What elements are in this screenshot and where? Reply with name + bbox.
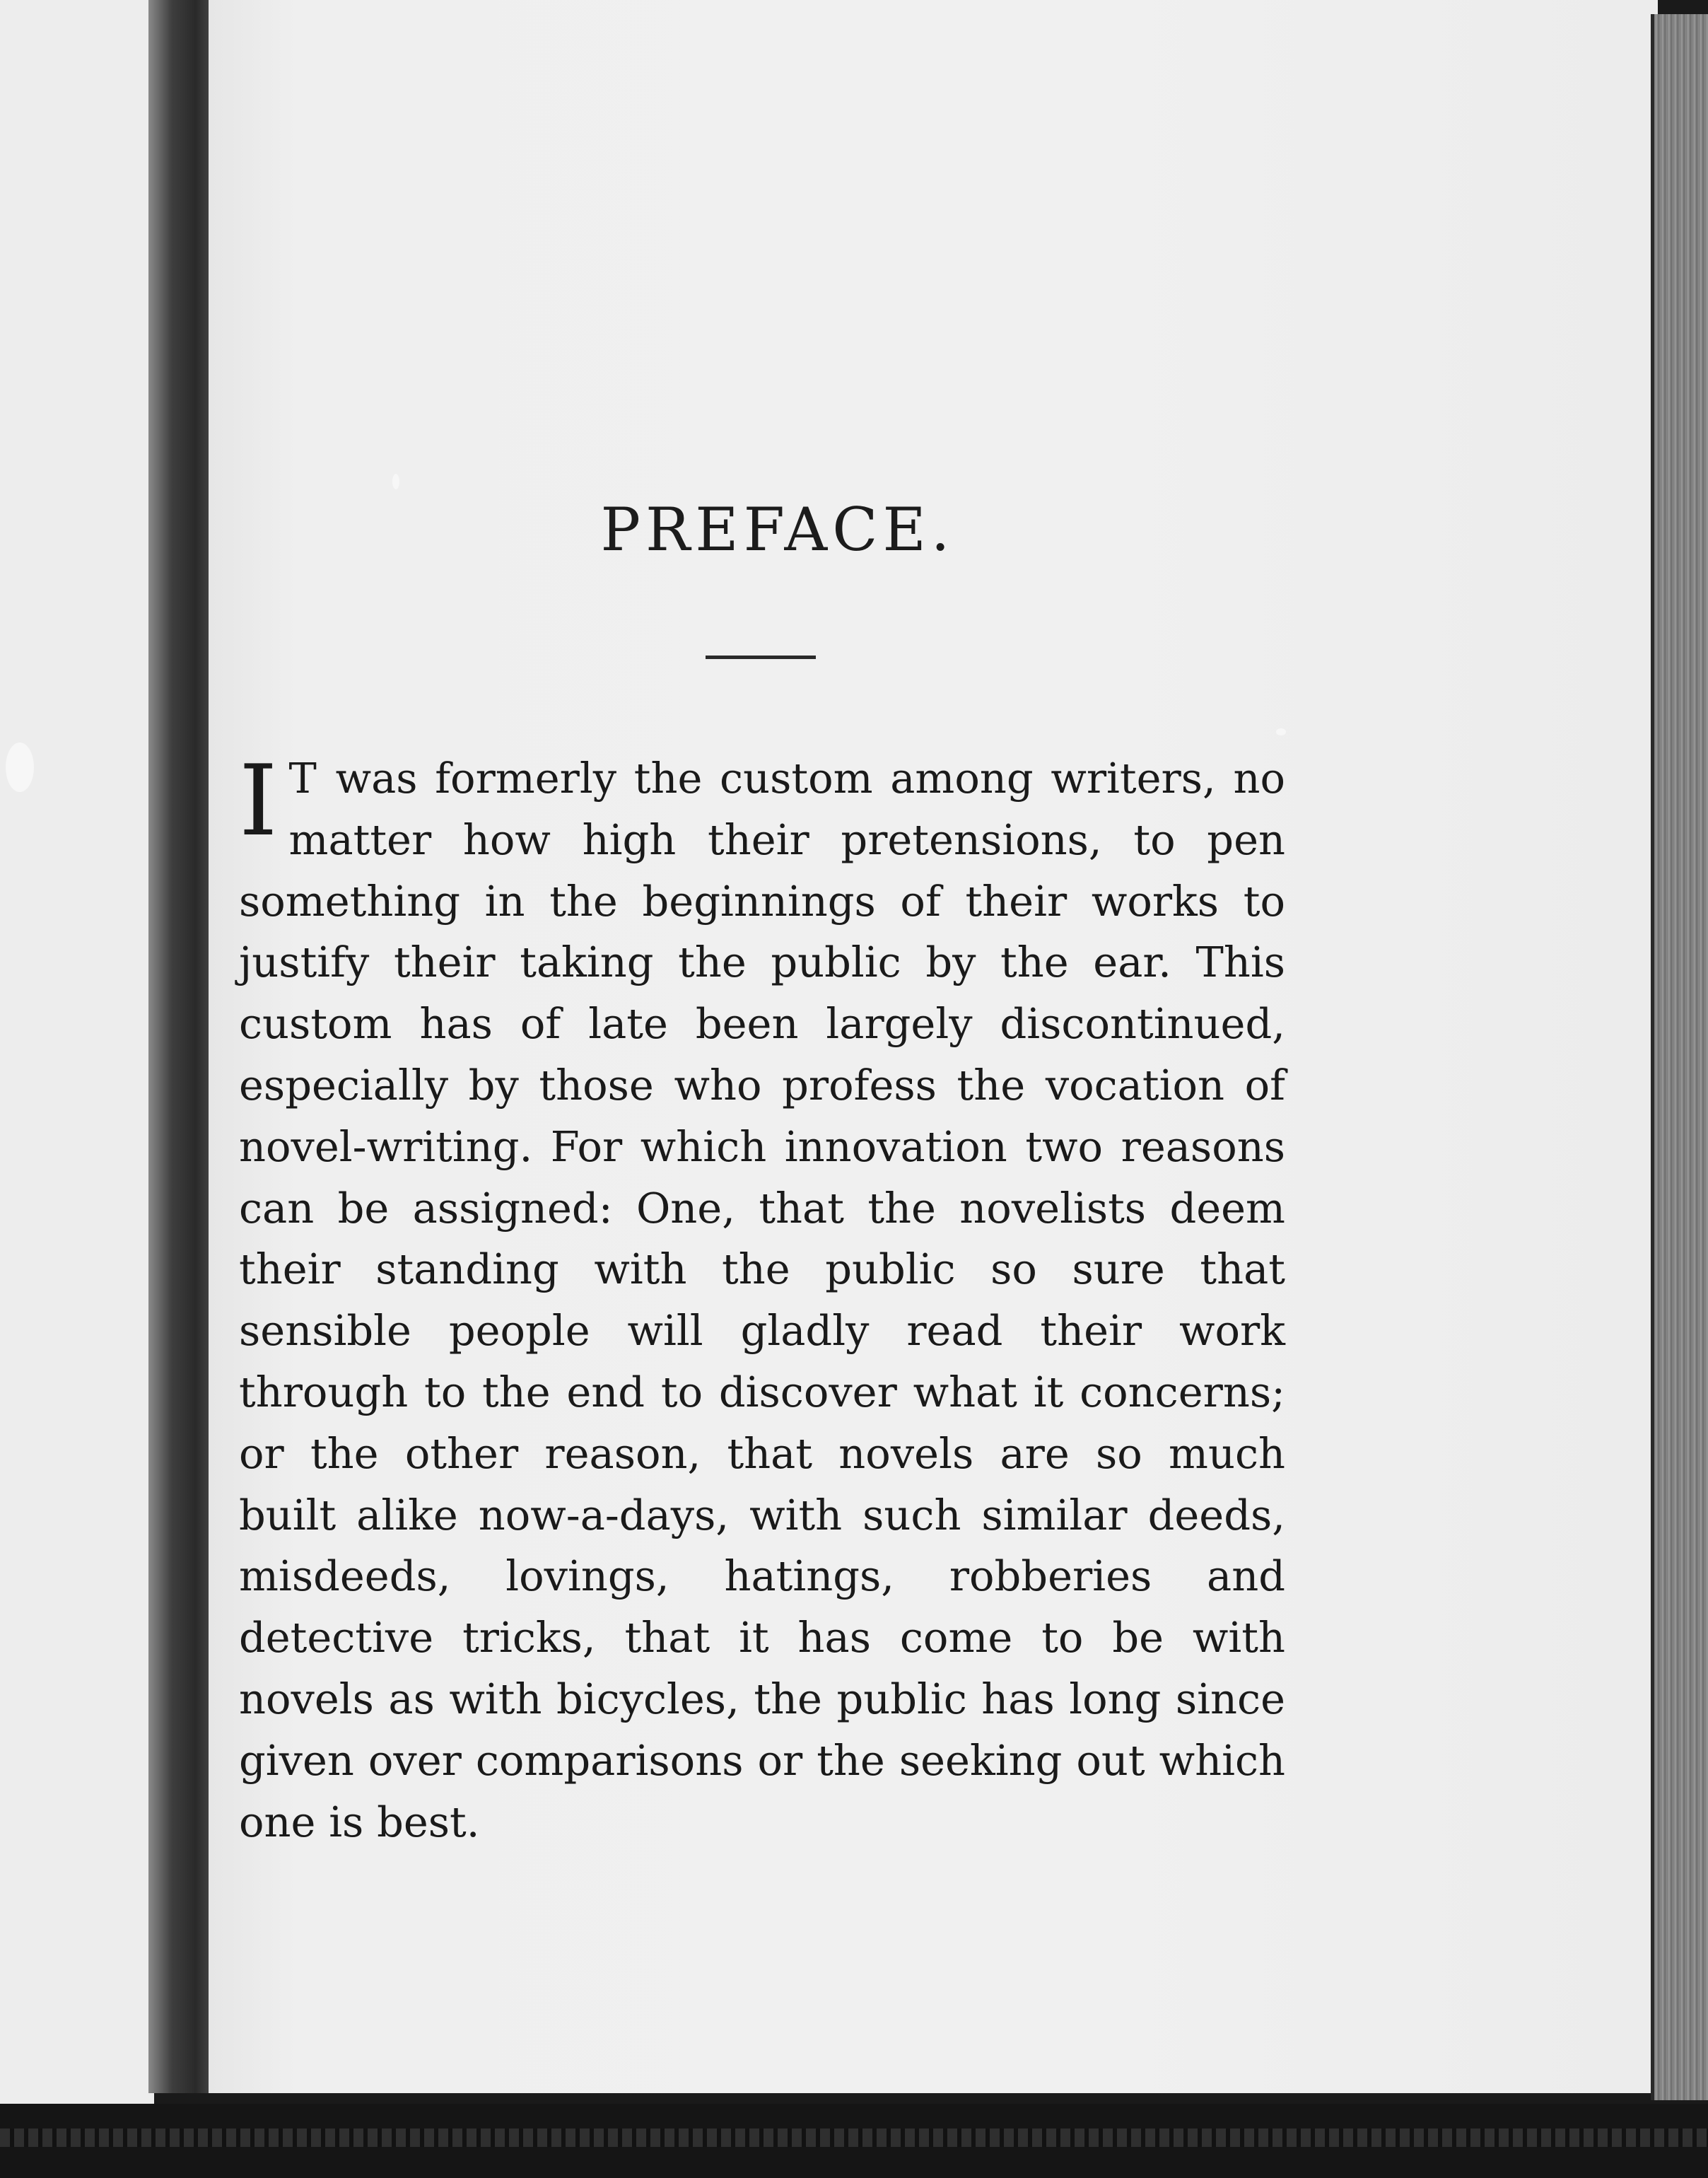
- preface-paragraph: was formerly the custom among writers, no matter how high their pretensions, to pen something in the beginnings of their works to justify their taking the public by the ear. This custom has of late been largely discontinued, especially by those who profess the vocation of novel-writing. For which innovation two reasons can be assigned: One, that the novelists deem their standing with the public so sure that sensible people will gladly read their work through to the end to discover what it concerns; or the other reason, that novels are so much built alike now-a-days, with such similar deeds, misdeeds, lovings, hatings, robberies and detective tricks, that it has come to be with novels as with bicycles, the public has long since given over comparisons or the seeking out which one is best.: [239, 754, 1285, 1846]
- first-word-rest: T: [288, 754, 318, 803]
- page-stack-edge: [1654, 14, 1708, 2100]
- left-page-margin: [0, 0, 154, 2107]
- preface-body-text: [239, 744, 1285, 1853]
- drop-cap-letter: I: [239, 744, 278, 858]
- dust-speck: [6, 742, 34, 792]
- dust-speck: [392, 474, 399, 489]
- film-strip-edge: [0, 2128, 1708, 2147]
- title-rule-divider: [706, 656, 816, 659]
- page-title: PREFACE.: [600, 495, 955, 564]
- dust-speck: [1276, 728, 1286, 735]
- book-gutter-shadow: [148, 0, 216, 2093]
